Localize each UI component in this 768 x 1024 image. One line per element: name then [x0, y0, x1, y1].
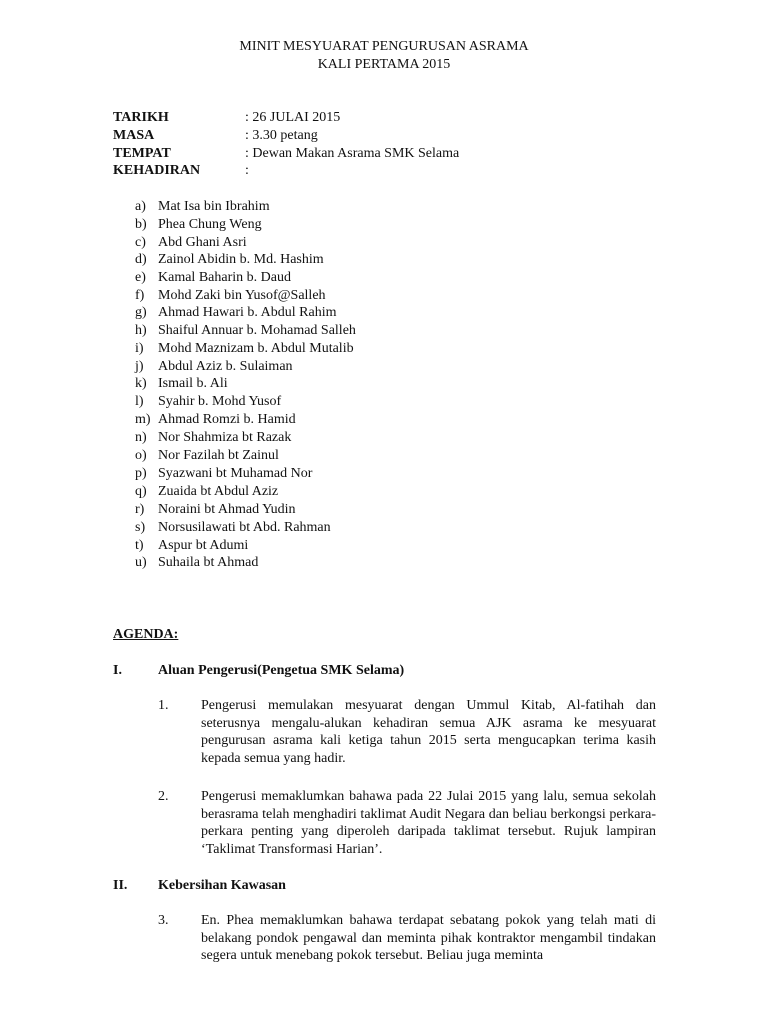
- section-heading: [113, 662, 404, 680]
- list-item: [135, 287, 326, 305]
- list-letter: k): [135, 376, 147, 391]
- list-letter: t): [135, 538, 144, 553]
- agenda-heading: AGENDA:: [113, 627, 179, 642]
- list-letter: b): [135, 217, 147, 232]
- item-text: En. Phea memaklumkan bahawa terdapat sebatang pokok yang telah mati di belakang pondok pengawal dan meminta pihak kontraktor mengambil tindakan segera untuk menebang pokok tersebut. Beliau juga meminta: [201, 913, 656, 964]
- section-title: Aluan Pengerusi(Pengetua SMK Selama): [158, 663, 405, 678]
- list-item: [135, 358, 293, 376]
- list-name: Mohd Maznizam b. Abdul Mutalib: [158, 341, 354, 356]
- list-item: [135, 322, 356, 340]
- list-letter: d): [135, 252, 147, 267]
- meta-value: : Dewan Makan Asrama SMK Selama: [245, 146, 460, 161]
- section-number: II.: [113, 878, 128, 893]
- list-item: [135, 501, 296, 519]
- list-name: Syazwani bt Muhamad Nor: [158, 466, 313, 481]
- list-item: [135, 411, 296, 429]
- list-item: [135, 304, 336, 322]
- minute-item: [158, 912, 656, 984]
- list-name: Ahmad Hawari b. Abdul Rahim: [158, 305, 337, 320]
- list-item: [135, 537, 248, 555]
- list-item: [135, 251, 324, 269]
- list-name: Ahmad Romzi b. Hamid: [158, 412, 296, 427]
- meta-label: MASA: [113, 128, 155, 143]
- list-letter: n): [135, 430, 147, 445]
- list-item: [135, 198, 270, 216]
- section-number: I.: [113, 663, 122, 678]
- list-item: [135, 234, 247, 252]
- list-letter: p): [135, 466, 147, 481]
- meta-value: : 26 JULAI 2015: [245, 110, 341, 125]
- list-name: Mohd Zaki bin Yusof@Salleh: [158, 288, 326, 303]
- item-number: 2.: [158, 789, 169, 804]
- item-text: Pengerusi memaklumkan bahawa pada 22 Julai 2015 yang lalu, semua sekolah berasrama telah menghadiri taklimat Audit Negara dan beliau berkongsi perkara-perkara penting yang diperoleh daripada taklimat tersebut. Rujuk lampiran ‘Taklimat Transformasi Harian’.: [201, 789, 656, 857]
- minute-item: [158, 788, 656, 860]
- list-name: Abdul Aziz b. Sulaiman: [158, 359, 293, 374]
- section-title: Kebersihan Kawasan: [158, 878, 286, 893]
- list-item: [135, 483, 278, 501]
- meta-label: KEHADIRAN: [113, 163, 201, 178]
- list-name: Noraini bt Ahmad Yudin: [158, 502, 296, 517]
- list-letter: c): [135, 235, 146, 250]
- list-item: [135, 375, 228, 393]
- document-title: MINIT MESYUARAT PENGURUSAN ASRAMA: [239, 39, 529, 54]
- list-item: [135, 269, 291, 287]
- section-heading: [113, 877, 286, 895]
- list-item: [135, 554, 258, 572]
- list-name: Abd Ghani Asri: [158, 235, 247, 250]
- item-text: Pengerusi memulakan mesyuarat dengan Ummul Kitab, Al-fatihah dan seterusnya mengalu-alukan kehadiran semua AJK asrama ke mesyuarat pengurusan asrama kali ketiga tahun 2015 serta mengucapkan terima kasih kepada semua yang hadir.: [201, 698, 656, 766]
- document-subtitle: KALI PERTAMA 2015: [317, 57, 451, 72]
- list-letter: r): [135, 502, 145, 517]
- list-letter: a): [135, 199, 146, 214]
- list-letter: s): [135, 520, 146, 535]
- list-letter: h): [135, 323, 147, 338]
- list-name: Zainol Abidin b. Md. Hashim: [158, 252, 324, 267]
- list-item: [135, 393, 281, 411]
- meta-label: TEMPAT: [113, 146, 171, 161]
- meta-value: :: [245, 163, 249, 178]
- list-name: Aspur bt Adumi: [158, 538, 249, 553]
- minute-item: [158, 697, 656, 769]
- list-letter: u): [135, 555, 147, 570]
- list-item: [135, 216, 262, 234]
- meta-label: TARIKH: [113, 110, 169, 125]
- list-item: [135, 429, 291, 447]
- list-item: [135, 519, 331, 537]
- list-name: Suhaila bt Ahmad: [158, 555, 259, 570]
- item-number: 1.: [158, 698, 169, 713]
- list-letter: j): [135, 359, 144, 374]
- list-name: Norsusilawati bt Abd. Rahman: [158, 520, 331, 535]
- meta-value: : 3.30 petang: [245, 128, 318, 143]
- list-letter: o): [135, 448, 147, 463]
- list-letter: i): [135, 341, 144, 356]
- list-item: [135, 447, 279, 465]
- list-name: Mat Isa bin Ibrahim: [158, 199, 270, 214]
- list-letter: f): [135, 288, 145, 303]
- list-name: Syahir b. Mohd Yusof: [158, 394, 282, 409]
- list-name: Nor Fazilah bt Zainul: [158, 448, 279, 463]
- list-letter: e): [135, 270, 146, 285]
- list-name: Nor Shahmiza bt Razak: [158, 430, 292, 445]
- list-name: Shaiful Annuar b. Mohamad Salleh: [158, 323, 356, 338]
- list-name: Ismail b. Ali: [158, 376, 228, 391]
- list-name: Zuaida bt Abdul Aziz: [158, 484, 279, 499]
- list-letter: q): [135, 484, 147, 499]
- list-name: Phea Chung Weng: [158, 217, 262, 232]
- list-letter: m): [135, 412, 151, 427]
- list-letter: g): [135, 305, 147, 320]
- item-number: 3.: [158, 913, 169, 928]
- list-item: [135, 465, 312, 483]
- list-item: [135, 340, 354, 358]
- list-name: Kamal Baharin b. Daud: [158, 270, 291, 285]
- list-letter: l): [135, 394, 144, 409]
